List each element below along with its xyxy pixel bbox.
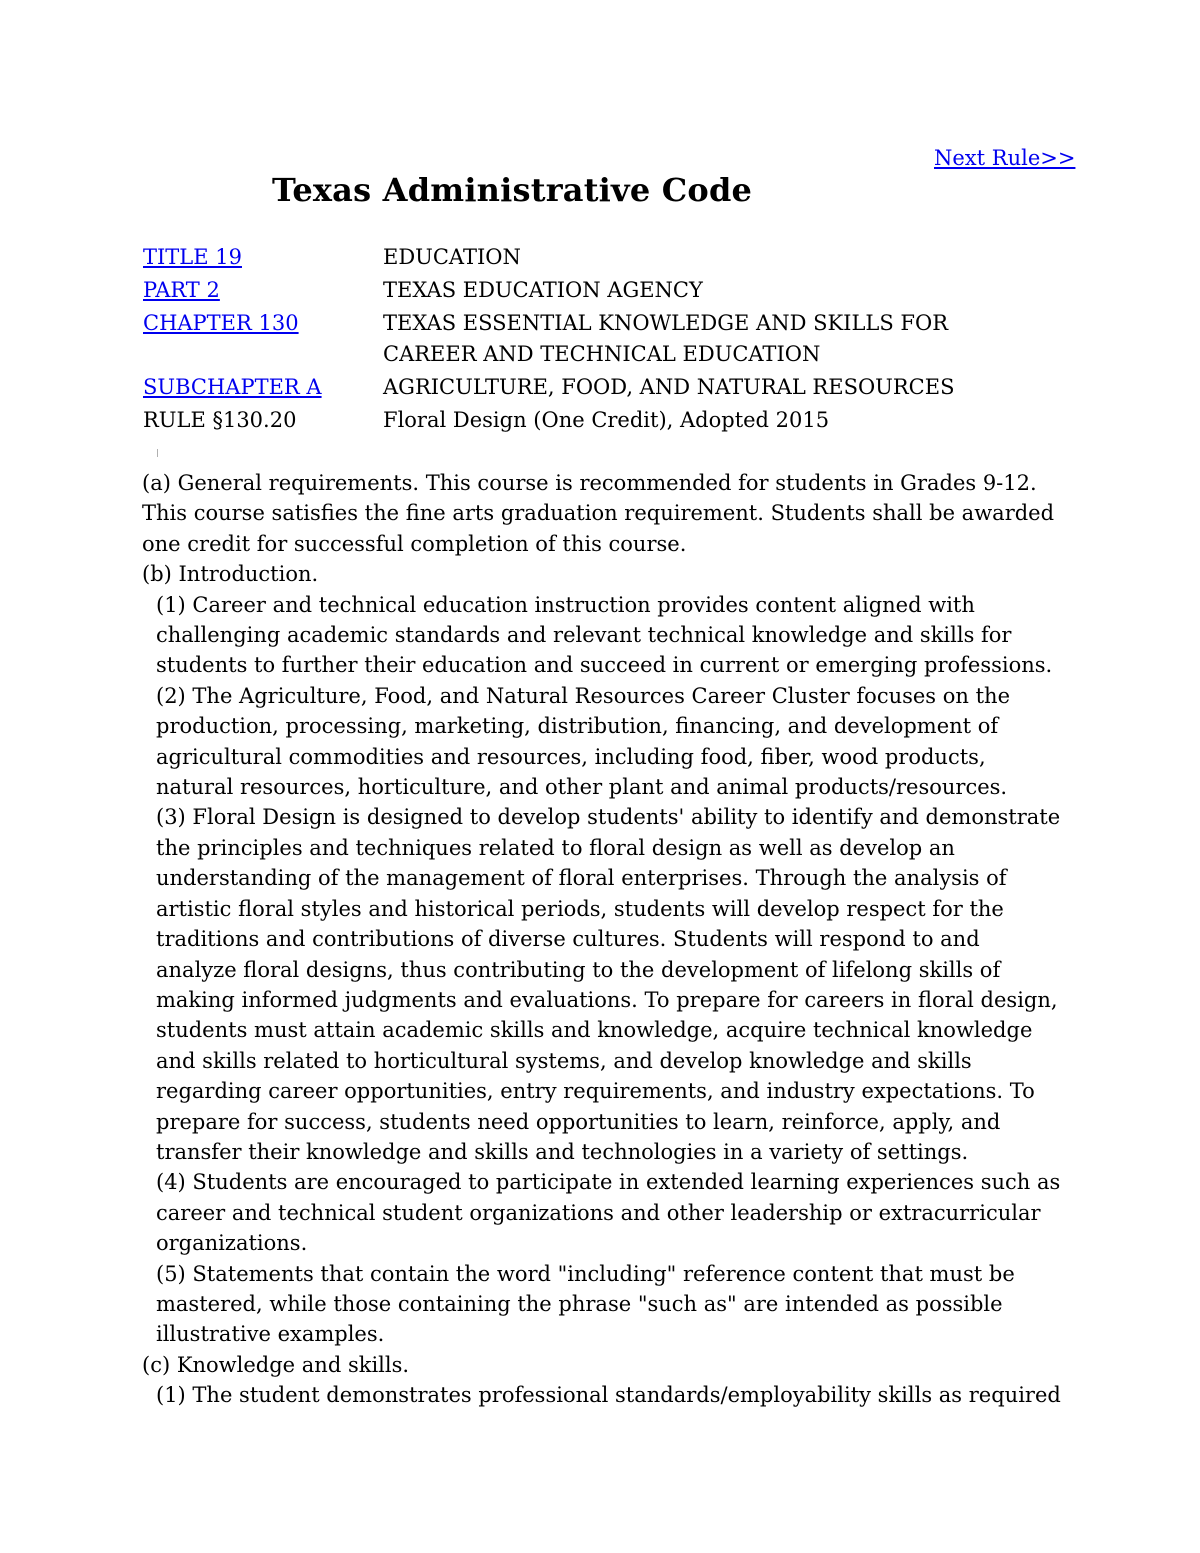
rule-value: Floral Design (One Credit), Adopted 2015: [383, 408, 830, 432]
rule-info-row-rule: [143, 405, 1043, 438]
subchapter-link[interactable]: SUBCHAPTER A: [143, 375, 322, 399]
intro-paragraph-5: (5) Statements that contain the word "including" reference content that must be mastered, while those containing the phrase "such as" are intended as possible illustrative examples.: [156, 1261, 1015, 1347]
intro-paragraph-2: (2) The Agriculture, Food, and Natural Resources Career Cluster focuses on the production, processing, marketing, distribution, financing, and development of agricultural commodities and resources, including food, fiber, wood products, natural resources, horticulture, and other plant and animal products/resources.: [156, 683, 1010, 800]
rule-info-row-part: [143, 275, 1043, 308]
rule-info-table: [143, 242, 1043, 438]
page-title: Texas Administrative Code: [272, 171, 753, 209]
divider-mark: [157, 449, 158, 457]
intro-paragraph-4: (4) Students are encouraged to participate in extended learning experiences such as career and technical student organizations and other leadership or extracurricular organizations.: [156, 1170, 1061, 1256]
introduction-heading: (b) Introduction.: [142, 562, 319, 587]
intro-paragraph-1: (1) Career and technical education instruction provides content aligned with challenging academic standards and relevant technical knowledge and skills for students to further their education and succeed in current or emerging professions.: [156, 592, 1053, 678]
rule-label: RULE §130.20: [143, 408, 297, 432]
next-rule-link[interactable]: Next Rule>>: [934, 146, 1076, 170]
rule-body: [142, 468, 1062, 1411]
title-value: EDUCATION: [383, 245, 521, 269]
part-value: TEXAS EDUCATION AGENCY: [383, 278, 703, 302]
chapter-link[interactable]: CHAPTER 130: [143, 311, 299, 335]
knowledge-paragraph-1: (1) The student demonstrates professional standards/employability skills as required: [156, 1383, 1061, 1408]
rule-info-row-chapter: [143, 308, 1043, 372]
part-link[interactable]: PART 2: [143, 278, 220, 302]
rule-info-row-title: [143, 242, 1043, 275]
general-requirements: (a) General requirements. This course is recommended for students in Grades 9-12. This course satisfies the fine arts graduation requirement. Students shall be awarded one credit for successful completion of this course.: [142, 471, 1055, 556]
rule-info-row-subchapter: [143, 372, 1043, 405]
intro-paragraph-3: (3) Floral Design is designed to develop students' ability to identify and demonstrate the principles and techniques related to floral design as well as develop an understanding of the management of floral enterprises. Through the analysis of artistic floral styles and historical periods, students will develop respect for the traditions and contributions of diverse cultures. Students will respond to and analyze floral designs, thus contributing to the development of lifelong skills of making informed judgments and evaluations. To prepare for careers in floral design, students must attain academic skills and knowledge, acquire technical knowledge and skills related to horticultural systems, and develop knowledge and skills regarding career opportunities, entry requirements, and industry expectations. To prepare for success, students need opportunities to learn, reinforce, apply, and transfer their knowledge and skills and technologies in a variety of settings.: [156, 805, 1061, 1164]
title-link[interactable]: TITLE 19: [143, 245, 242, 269]
knowledge-heading: (c) Knowledge and skills.: [142, 1352, 410, 1377]
chapter-value: TEXAS ESSENTIAL KNOWLEDGE AND SKILLS FOR CAREER AND TECHNICAL EDUCATION: [383, 311, 949, 366]
subchapter-value: AGRICULTURE, FOOD, AND NATURAL RESOURCES: [383, 375, 955, 399]
